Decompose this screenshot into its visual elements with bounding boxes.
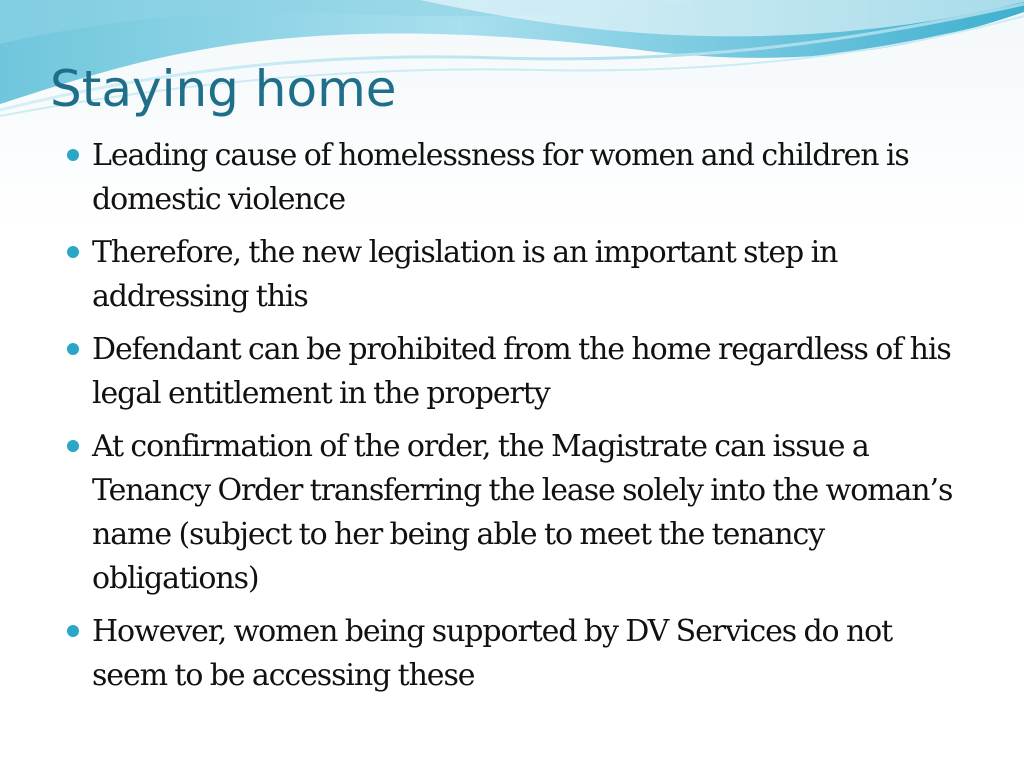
bullet-text: At confirmation of the order, the Magistrate can issue a Tenancy Order transferring the lease solely into the woman’s name (subject to her being able to meet the tenancy obligations) [92, 429, 953, 596]
bullet-text: Leading cause of homelessness for women and children is domestic violence [92, 138, 909, 217]
bullet-item [64, 134, 964, 222]
bullet-dot-icon [67, 343, 79, 355]
slide-title: Staying home [50, 60, 397, 118]
bullet-dot-icon [67, 625, 79, 637]
bullet-text: However, women being supported by DV Services do not seem to be accessing these [92, 614, 893, 693]
bullet-item [64, 328, 964, 416]
bullet-item [64, 425, 964, 601]
bullet-list [64, 134, 964, 707]
bullet-dot-icon [67, 149, 79, 161]
bullet-dot-icon [67, 246, 79, 258]
bullet-text: Defendant can be prohibited from the home regardless of his legal entitlement in the property [92, 332, 951, 411]
bullet-dot-icon [67, 440, 79, 452]
bullet-item [64, 231, 964, 319]
bullet-text: Therefore, the new legislation is an important step in addressing this [92, 235, 838, 314]
bullet-item [64, 610, 964, 698]
